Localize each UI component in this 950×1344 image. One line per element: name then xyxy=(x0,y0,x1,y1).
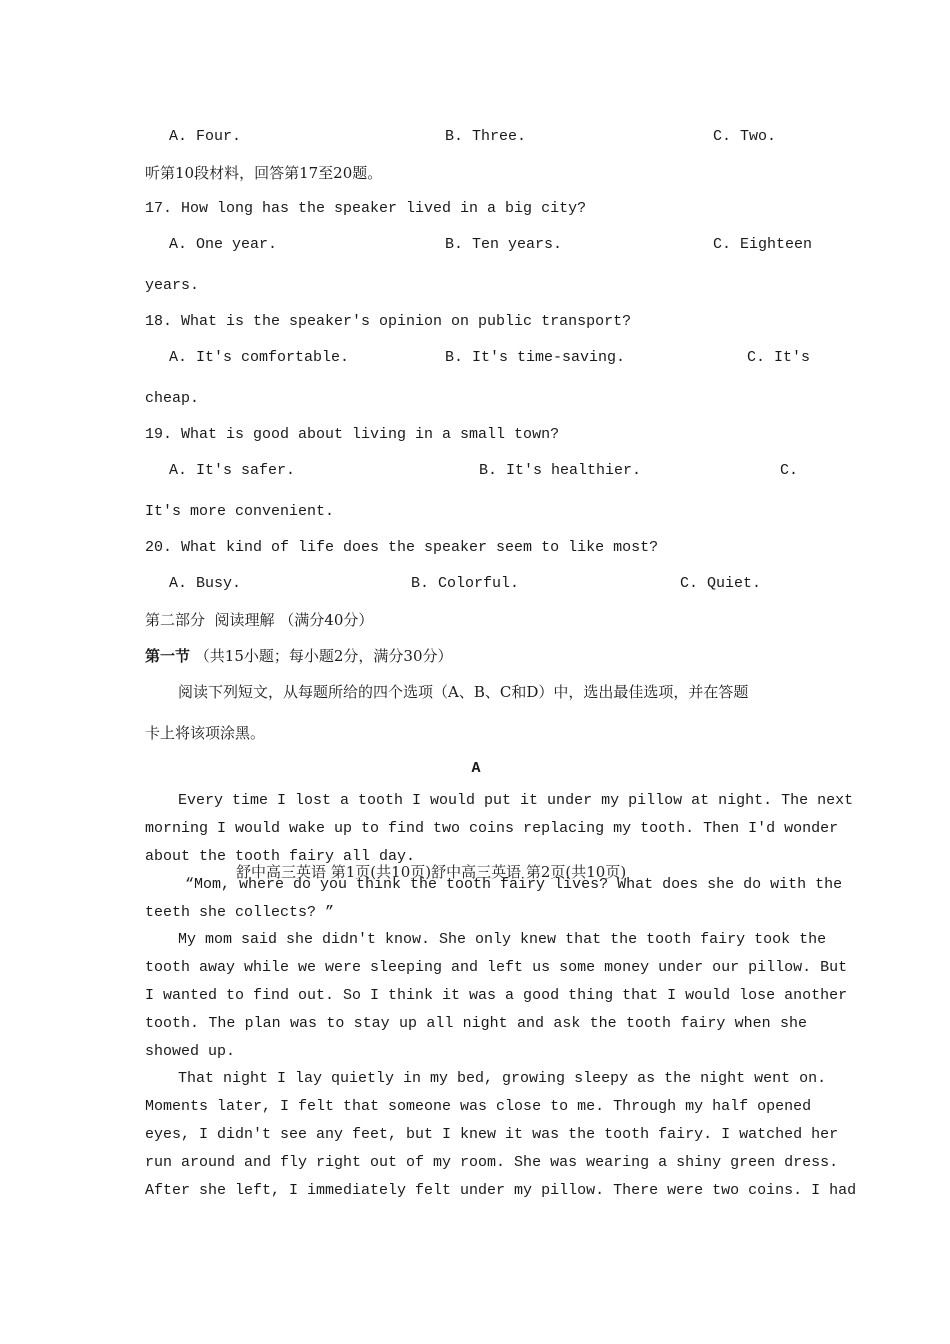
passage-line: Every time I lost a tooth I would put it under my pillow at night. The next xyxy=(178,792,854,809)
q18-question: 18. What is the speaker's opinion on public transport? xyxy=(145,313,632,330)
q18-option-a: A. It's comfortable. xyxy=(169,349,350,366)
instructions-line1: 阅读下列短文，从每题所给的四个选项（A、B、C和D）中，选出最佳选项，并在答题 xyxy=(178,683,749,701)
section10-intro: 听第10段材料，回答第17至20题。 xyxy=(145,164,383,182)
q17-option-c: C. Eighteen xyxy=(713,236,813,253)
section1-detail: （共15小题；每小题2分，满分30分） xyxy=(190,647,453,665)
q18-option-c-continued: cheap. xyxy=(145,390,200,407)
q16-option-b: B. Three. xyxy=(445,128,527,145)
passage-line: That night I lay quietly in my bed, growing sleepy as the night went on. xyxy=(178,1070,827,1087)
q19-option-a: A. It's safer. xyxy=(169,462,296,479)
part2-title: 第二部分 阅读理解 （满分40分） xyxy=(145,611,374,629)
q17-option-a: A. One year. xyxy=(169,236,278,253)
passage-label: A xyxy=(471,760,481,777)
passage-line: run around and fly right out of my room. She was wearing a shiny green dress. xyxy=(145,1154,839,1171)
q19-option-c: C. xyxy=(780,462,799,479)
q17-option-b: B. Ten years. xyxy=(445,236,563,253)
q20-option-b: B. Colorful. xyxy=(411,575,520,592)
q18-option-b: B. It's time-saving. xyxy=(445,349,626,366)
q20-option-a: A. Busy. xyxy=(169,575,242,592)
passage-line: My mom said she didn't know. She only knew that the tooth fairy took the xyxy=(178,931,827,948)
page-footer: 舒中高三英语 第1页(共10页)舒中高三英语 第2页(共10页) xyxy=(236,863,627,881)
passage-line: teeth she collects? ” xyxy=(145,904,335,921)
q17-option-c-continued: years. xyxy=(145,277,200,294)
q20-option-c: C. Quiet. xyxy=(680,575,762,592)
passage-line: tooth. The plan was to stay up all night and ask the tooth fairy when she xyxy=(145,1015,807,1032)
passage-line: Moments later, I felt that someone was close to me. Through my half opened xyxy=(145,1098,812,1115)
q16-option-c: C. Two. xyxy=(713,128,777,145)
q19-option-c-continued: It's more convenient. xyxy=(145,503,335,520)
instructions-line2: 卡上将该项涂黑。 xyxy=(145,724,266,742)
section1-heading xyxy=(145,647,453,665)
q17-question: 17. How long has the speaker lived in a big city? xyxy=(145,200,587,217)
q19-question: 19. What is good about living in a small town? xyxy=(145,426,560,443)
passage-line: “Mom, where do you think the tooth fairy lives? What does she do with the xyxy=(185,876,843,893)
q20-question: 20. What kind of life does the speaker seem to like most? xyxy=(145,539,659,556)
q18-option-c: C. It's xyxy=(747,349,811,366)
passage-line: tooth away while we were sleeping and left us some money under our pillow. But xyxy=(145,959,848,976)
q16-option-a: A. Four. xyxy=(169,128,242,145)
q19-option-b: B. It's healthier. xyxy=(479,462,642,479)
passage-line: about the tooth fairy all day. xyxy=(145,848,416,865)
passage-line: showed up. xyxy=(145,1043,236,1060)
passage-line: morning I would wake up to find two coins replacing my tooth. Then I'd wonder xyxy=(145,820,839,837)
section1-label: 第一节 xyxy=(145,647,191,665)
passage-line: eyes, I didn't see any feet, but I knew it was the tooth fairy. I watched her xyxy=(145,1126,839,1143)
passage-line: After she left, I immediately felt under my pillow. There were two coins. I had xyxy=(145,1182,857,1199)
passage-line: I wanted to find out. So I think it was a good thing that I would lose another xyxy=(145,987,848,1004)
